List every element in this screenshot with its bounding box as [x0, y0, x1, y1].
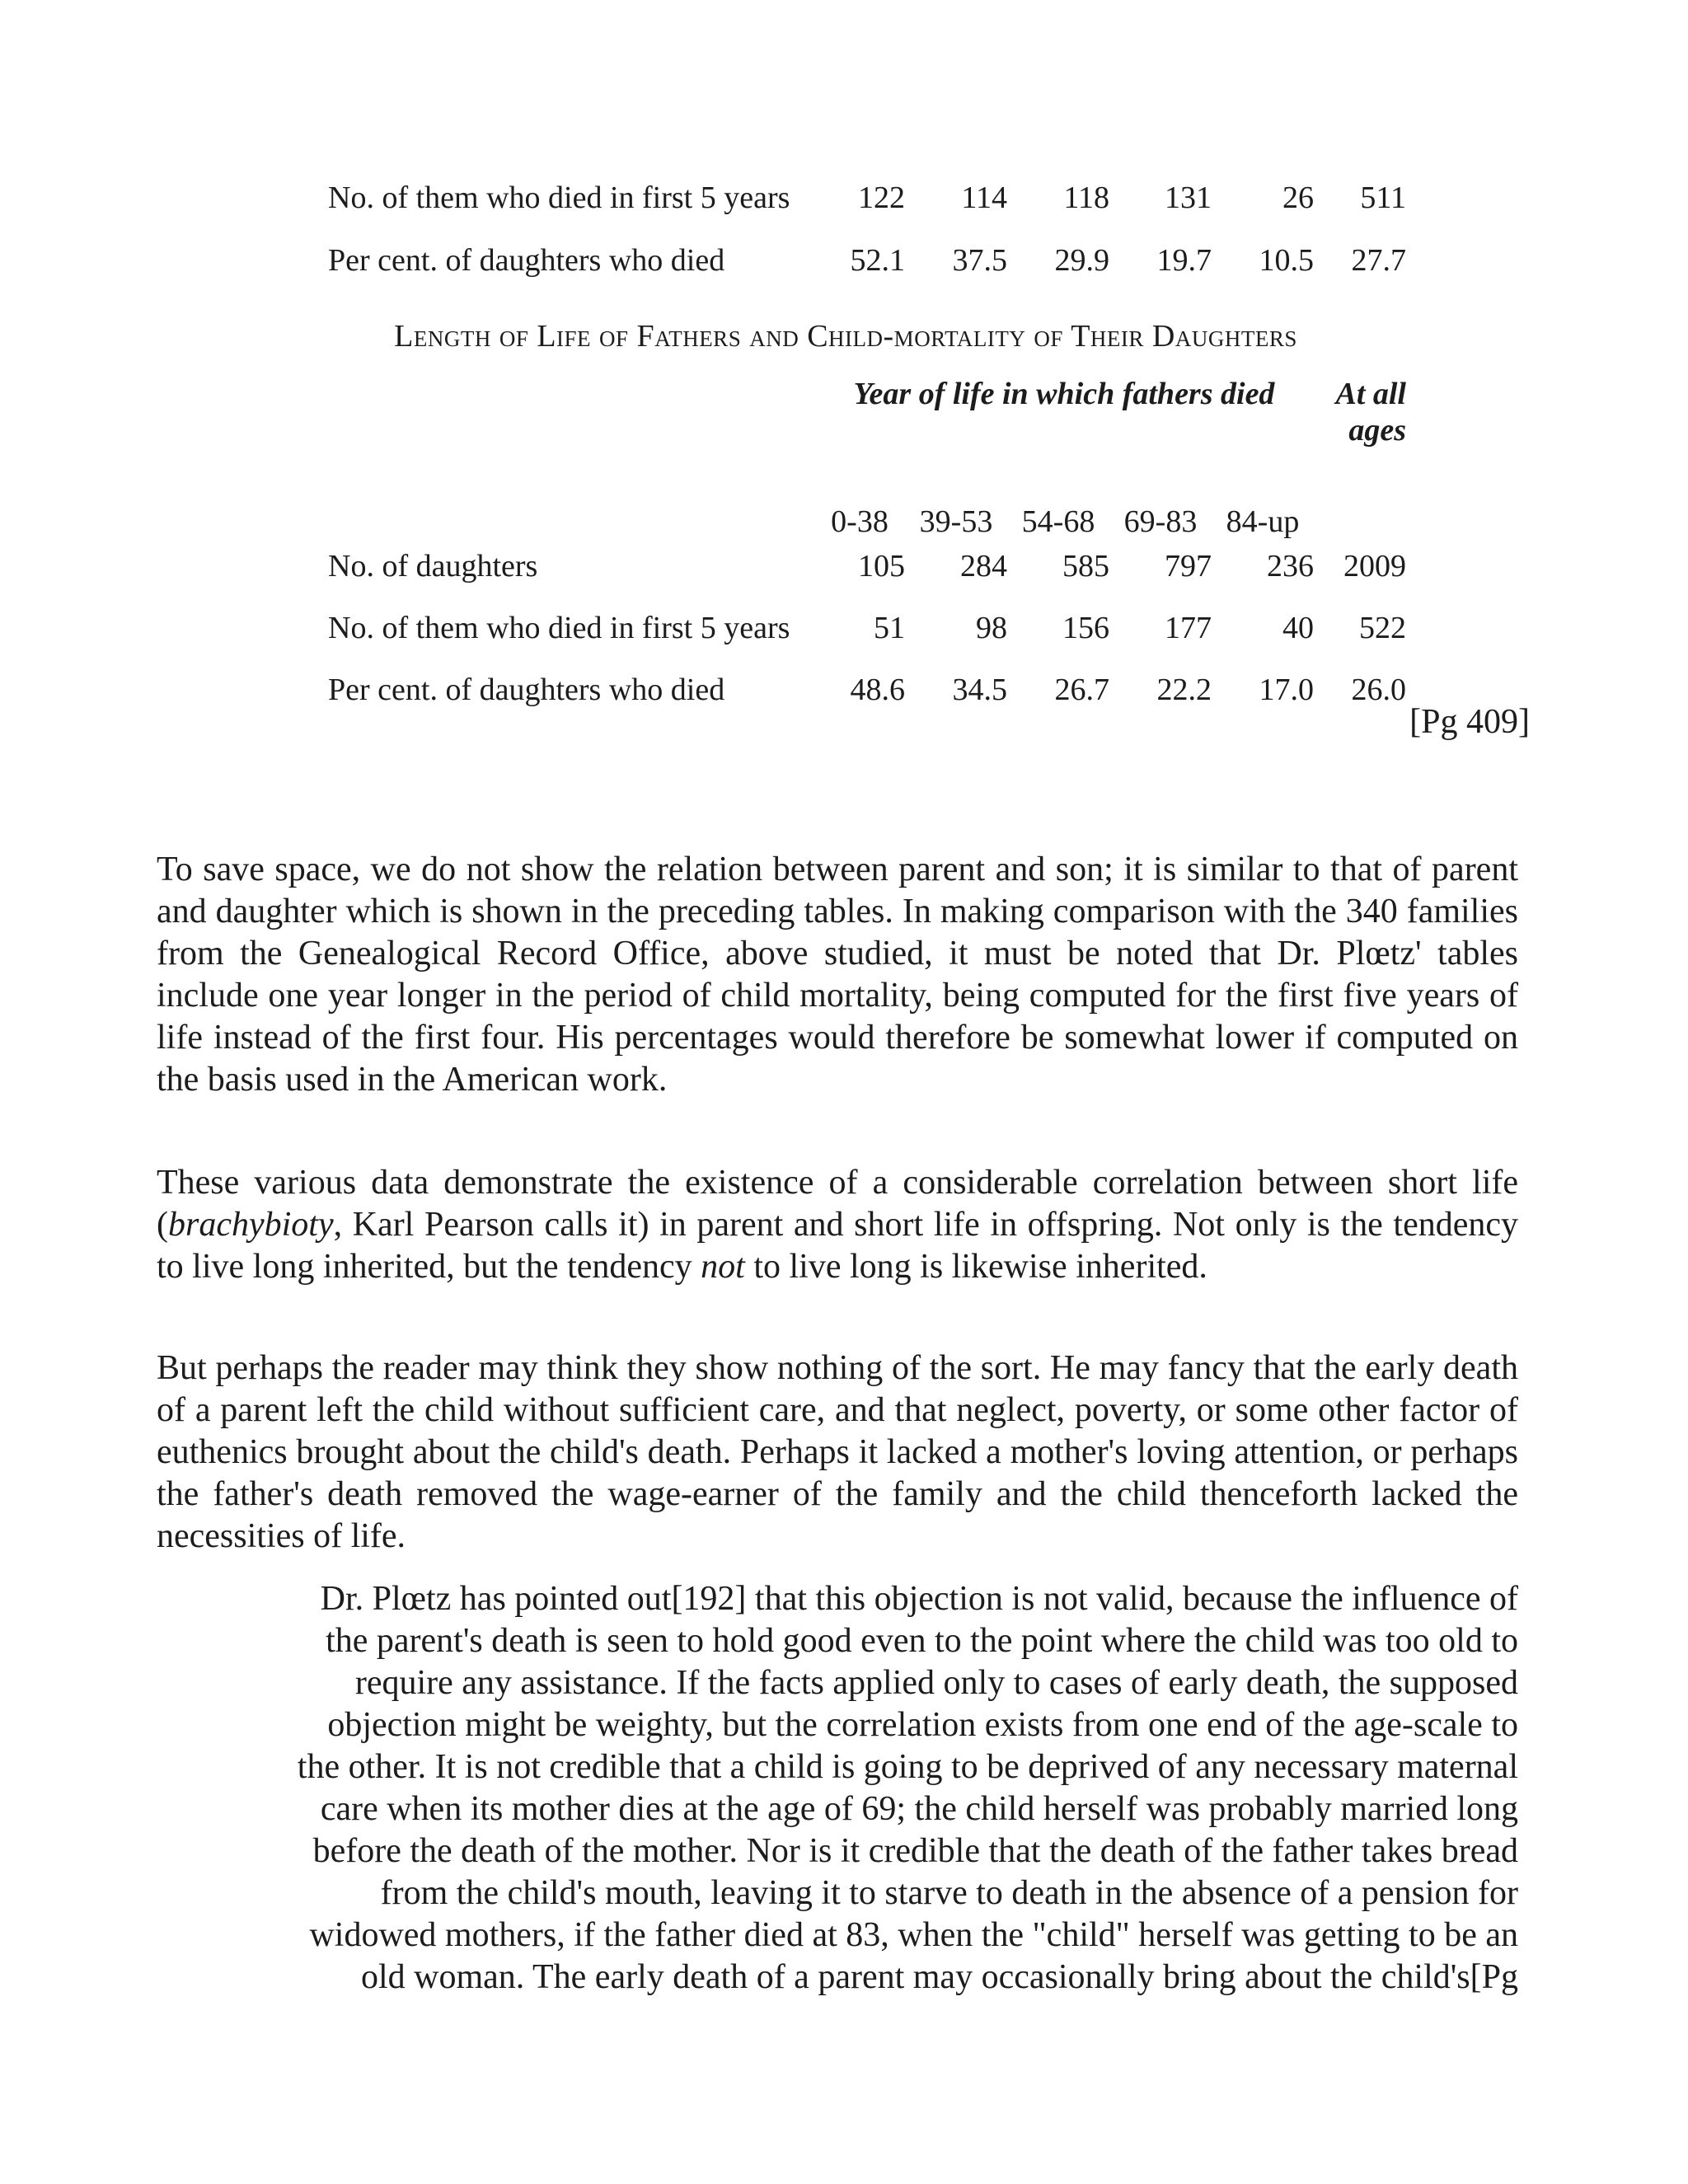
table-cell: 17.0 [1259, 673, 1314, 707]
text-line: widowed mothers, if the father died at 83, when the "child" herself was getting to be an [309, 1916, 1518, 1954]
group-header: Year of life in which fathers died [853, 377, 1275, 411]
table-cell: 37.5 [952, 243, 1007, 278]
table-cell: 177 [1165, 611, 1212, 645]
table-row [328, 588, 1406, 668]
row-label: No. of daughters [328, 549, 538, 583]
text-line: Dr. Plœtz has pointed out[192] that this objection is not valid, because the influence of [320, 1580, 1518, 1618]
text-line: from the child's mouth, leaving it to starve to death in the absence of a pension for [380, 1874, 1518, 1912]
table-cell: 19.7 [1156, 243, 1212, 278]
page-number-marker: [Pg 409] [1409, 703, 1530, 741]
table-cell: 29.9 [1054, 243, 1109, 278]
table-row [328, 544, 1406, 588]
table-title: Length of Life of Fathers and Child-mortality of Their Daughters [394, 319, 1297, 354]
table-cell: 10.5 [1259, 243, 1314, 278]
text-run: These various data demonstrate the existence of a considerable correlation between short life ( [157, 1164, 1518, 1244]
table-cell: 27.7 [1351, 243, 1406, 278]
paragraph-ploetz-reply [165, 1578, 1518, 1999]
row-label: Per cent. of daughters who died [328, 243, 725, 278]
table-cell: 26.0 [1351, 673, 1406, 707]
table-cell: 511 [1360, 180, 1406, 215]
age-column-header: 0-38 [831, 504, 889, 539]
text-line: the other. It is not credible that a child is going to be deprived of any necessary maternal [297, 1748, 1518, 1786]
age-columns-row [328, 499, 1406, 544]
table-cell: 26.7 [1054, 673, 1109, 707]
table-cell: 156 [1062, 611, 1109, 645]
paragraph-brachybioty [157, 1162, 1518, 1288]
fathers-table [328, 376, 1406, 712]
emphasis-term: brachybioty [168, 1206, 334, 1244]
header-spacer [1314, 499, 1406, 544]
text-line: objection might be weighty, but the correlation exists from one end of the age-scale to [327, 1706, 1518, 1744]
table-cell: 585 [1062, 549, 1109, 583]
all-ages-header: At all ages [1335, 377, 1406, 448]
table-cell: 48.6 [850, 673, 905, 707]
row-label: No. of them who died in first 5 years [328, 180, 790, 215]
table-cell: 51 [874, 611, 905, 645]
table-cell: 22.2 [1156, 673, 1212, 707]
text-line: old woman. The early death of a parent may occasionally bring about the child's[Pg [360, 1958, 1518, 1996]
table-cell: 114 [961, 180, 1007, 215]
table-cell: 98 [976, 611, 1007, 645]
age-column-header: 69-83 [1123, 504, 1198, 539]
text-line: the parent's death is seen to hold good even to the point where the child was too old to [326, 1622, 1518, 1660]
row-label: Per cent. of daughters who died [328, 673, 725, 707]
row-label: No. of them who died in first 5 years [328, 611, 790, 645]
table-cell: 34.5 [952, 673, 1007, 707]
paragraph-parent-son: To save space, we do not show the relation between parent and son; it is similar to that of parent and daughter which is shown in the preceding tables. In making comparison with the 340 families from the Genealogical Record Office, above studied, it must be noted that Dr. Plœtz' tables include one year longer in the period of child mortality, being computed for the first five years of life instead of the first four. His percentages would therefore be somewhat lower if computed on the basis used in the American work. [157, 851, 1518, 1099]
table-header-row [328, 376, 1406, 499]
mothers-table-continued [328, 158, 1406, 284]
table-cell: 52.1 [850, 243, 905, 278]
table-row [328, 668, 1406, 712]
table-cell: 522 [1359, 611, 1406, 645]
age-column-header: 39-53 [919, 504, 993, 539]
table-row [328, 158, 1406, 237]
table-cell: 131 [1165, 180, 1212, 215]
table-row [328, 237, 1406, 284]
text-run: to live long is likewise inherited. [744, 1248, 1207, 1286]
table-cell: 236 [1267, 549, 1314, 583]
table-cell: 284 [960, 549, 1007, 583]
text-line: care when its mother dies at the age of 69; the child herself was probably married long [320, 1790, 1518, 1828]
table-cell: 122 [858, 180, 905, 215]
table-cell: 105 [858, 549, 905, 583]
table-cell: 26 [1282, 180, 1314, 215]
table-cell: 40 [1282, 611, 1314, 645]
table-cell: 2009 [1343, 549, 1406, 583]
text-run: , Karl Pearson calls it) in parent and short life in offspring. Not only is the tendency to live long inherited, but the tendency [157, 1206, 1518, 1286]
table-cell: 797 [1165, 549, 1212, 583]
header-spacer [328, 376, 814, 499]
text-line: require any assistance. If the facts applied only to cases of early death, the supposed [354, 1664, 1518, 1702]
text-line: before the death of the mother. Nor is it credible that the death of the father takes bread [312, 1832, 1518, 1870]
age-column-header: 84-up [1226, 504, 1300, 539]
age-column-header: 54-68 [1021, 504, 1095, 539]
header-spacer [328, 499, 814, 544]
table-cell: 118 [1063, 180, 1109, 215]
emphasis-not: not [701, 1248, 745, 1286]
paragraph-objection: But perhaps the reader may think they show nothing of the sort. He may fancy that the early death of a parent left the child without sufficient care, and that neglect, poverty, or some other factor of euthenics brought about the child's death. Perhaps it lacked a mother's loving attention, or perhaps the father's death removed the wage-earner of the family and the child thenceforth lacked the necessities of life. [157, 1349, 1518, 1555]
